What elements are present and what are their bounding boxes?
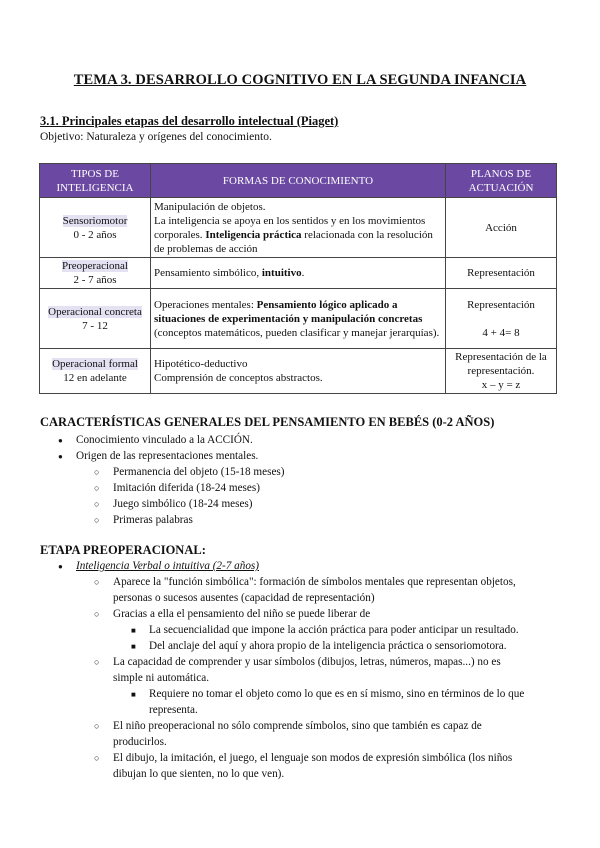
stages-table	[39, 163, 557, 394]
square-bullet-icon: ■	[131, 642, 136, 651]
list-item	[40, 654, 560, 670]
list-item	[40, 558, 560, 574]
header-planes: PLANOS DE ACTUACIÓN	[446, 164, 557, 198]
list-item	[40, 622, 560, 638]
forms-text: Pensamiento simbólico,	[154, 267, 262, 279]
header-forms: FORMAS DE CONOCIMIENTO	[151, 164, 446, 198]
plane-cell	[446, 258, 557, 289]
document-title: TEMA 3. DESARROLLO COGNITIVO EN LA SEGUNDA INFANCIA	[73, 72, 527, 88]
objective-text: Objetivo: Naturaleza y orígenes del conocimiento.	[40, 131, 272, 143]
circle-bullet-icon: ○	[94, 467, 100, 477]
list-item-text: Del anclaje del aquí y ahora propio de la inteligencia práctica o sensoriomotora.	[149, 640, 507, 652]
type-cell	[40, 289, 151, 349]
list-item-text: La secuencialidad que impone la acción práctica para poder anticipar un resultado.	[149, 624, 519, 636]
plane-cell	[446, 349, 557, 394]
list-item	[40, 464, 560, 480]
list-item-text: dibujan lo que sienten, no lo que ven).	[113, 768, 285, 780]
forms-text: relacionada con la resolución de problemas de acción	[154, 228, 433, 255]
list-item-text: Gracias a ella el pensamiento del niño se puede liberar de	[113, 608, 371, 620]
list-item-text: Primeras palabras	[113, 514, 193, 526]
type-age: 7 - 12	[82, 319, 108, 332]
circle-bullet-icon: ○	[94, 609, 100, 619]
list-item-continuation	[40, 766, 560, 782]
bullet-icon: ●	[58, 436, 63, 445]
type-age: 12 en adelante	[63, 372, 127, 384]
circle-bullet-icon: ○	[94, 577, 100, 587]
list-item	[40, 750, 560, 766]
forms-bold: Inteligencia práctica	[205, 228, 302, 241]
circle-bullet-icon: ○	[94, 657, 100, 667]
bullet-icon: ●	[58, 452, 63, 461]
preop-heading: ETAPA PREOPERACIONAL:	[40, 543, 206, 557]
list-item	[40, 686, 560, 702]
list-item-text: La capacidad de comprender y usar símbolos (dibujos, letras, números, mapas...) no es	[113, 656, 501, 668]
list-item-text: Aparece la "función simbólica": formación de símbolos mentales que representan objetos,	[113, 576, 516, 588]
circle-bullet-icon: ○	[94, 721, 100, 731]
bebes-heading: CARACTERÍSTICAS GENERALES DEL PENSAMIENTO EN BEBÉS (0-2 AÑOS)	[40, 415, 495, 429]
square-bullet-icon: ■	[131, 626, 136, 635]
list-item	[40, 638, 560, 654]
type-cell	[40, 349, 151, 394]
table-row	[40, 349, 557, 394]
list-item-text: Juego simbólico (18-24 meses)	[113, 498, 253, 510]
type-cell	[40, 198, 151, 258]
forms-text: Comprensión de conceptos abstractos.	[154, 372, 323, 384]
list-item-text: representa.	[149, 704, 198, 716]
plane-text: Acción	[485, 221, 517, 234]
list-item	[40, 512, 560, 528]
forms-bold: intuitivo	[261, 267, 302, 279]
type-name: Operacional concreta	[48, 305, 142, 318]
list-item-text: Inteligencia Verbal o intuitiva (2-7 años)	[76, 560, 260, 572]
plane-example: 4 + 4= 8	[482, 326, 520, 339]
list-item	[40, 606, 560, 622]
type-name: Preoperacional	[62, 260, 128, 272]
circle-bullet-icon: ○	[94, 499, 100, 509]
table-row	[40, 198, 557, 258]
plane-text: Representación de la representación.	[455, 351, 547, 377]
type-age: 0 - 2 años	[73, 228, 117, 241]
list-item	[40, 496, 560, 512]
forms-text: (conceptos matemáticos, pueden clasificar y manejar jerarquías).	[154, 326, 440, 339]
list-item-continuation	[40, 734, 560, 750]
forms-text: Manipulación de objetos.	[154, 200, 266, 213]
type-name: Sensoriomotor	[62, 214, 128, 227]
plane-cell	[446, 198, 557, 258]
list-item-text: Origen de las representaciones mentales.	[76, 450, 259, 462]
plane-text: Representación	[467, 298, 535, 311]
table-row	[40, 289, 557, 349]
list-item-continuation	[40, 590, 560, 606]
section-heading: 3.1. Principales etapas del desarrollo intelectual (Piaget)	[40, 114, 339, 128]
bullet-icon: ●	[58, 562, 63, 571]
list-item-text: simple ni automática.	[113, 672, 210, 684]
list-item-text: Conocimiento vinculado a la ACCIÓN.	[76, 434, 253, 446]
bebes-list	[40, 432, 560, 528]
forms-cell	[151, 349, 446, 394]
preop-list	[40, 558, 560, 782]
list-item-text: Imitación diferida (18-24 meses)	[113, 482, 260, 494]
list-item-continuation	[40, 670, 560, 686]
list-item	[40, 718, 560, 734]
circle-bullet-icon: ○	[94, 483, 100, 493]
forms-bold: Pensamiento lógico aplicado a situaciones de experimentación y manipulación concretas	[154, 298, 423, 325]
list-item	[40, 480, 560, 496]
list-item-text: Requiere no tomar el objeto como lo que es en sí mismo, sino en términos de lo que	[149, 688, 525, 700]
plane-text: Representación	[467, 267, 535, 279]
list-item-text: El niño preoperacional no sólo comprende símbolos, sino que también es capaz de	[113, 720, 482, 732]
forms-cell	[151, 198, 446, 258]
type-age: 2 - 7 años	[73, 274, 117, 286]
list-item	[40, 574, 560, 590]
forms-cell	[151, 258, 446, 289]
plane-cell	[446, 289, 557, 349]
plane-example: x – y = z	[481, 379, 521, 391]
list-item-text: Permanencia del objeto (15-18 meses)	[113, 466, 285, 478]
list-item	[40, 448, 560, 464]
list-item-text: personas o sucesos ausentes (capacidad de representación)	[113, 592, 375, 604]
list-item-text: El dibujo, la imitación, el juego, el lenguaje son modos de expresión simbólica (los niños	[113, 752, 513, 764]
forms-text: La inteligencia se apoya en los sentidos y en los movimientos corporales.	[154, 214, 426, 241]
table-header-row	[40, 164, 557, 198]
circle-bullet-icon: ○	[94, 515, 100, 525]
header-types: TIPOS DE INTELIGENCIA	[40, 164, 151, 198]
circle-bullet-icon: ○	[94, 753, 100, 763]
table-row	[40, 258, 557, 289]
forms-cell	[151, 289, 446, 349]
forms-text: Operaciones mentales:	[154, 298, 257, 311]
square-bullet-icon: ■	[131, 690, 136, 699]
type-cell	[40, 258, 151, 289]
list-item-text: producirlos.	[113, 736, 167, 748]
list-item	[40, 432, 560, 448]
forms-text: .	[301, 267, 305, 279]
list-item-continuation	[40, 702, 560, 718]
forms-text: Hipotético-deductivo	[154, 358, 248, 370]
type-name: Operacional formal	[52, 358, 138, 370]
